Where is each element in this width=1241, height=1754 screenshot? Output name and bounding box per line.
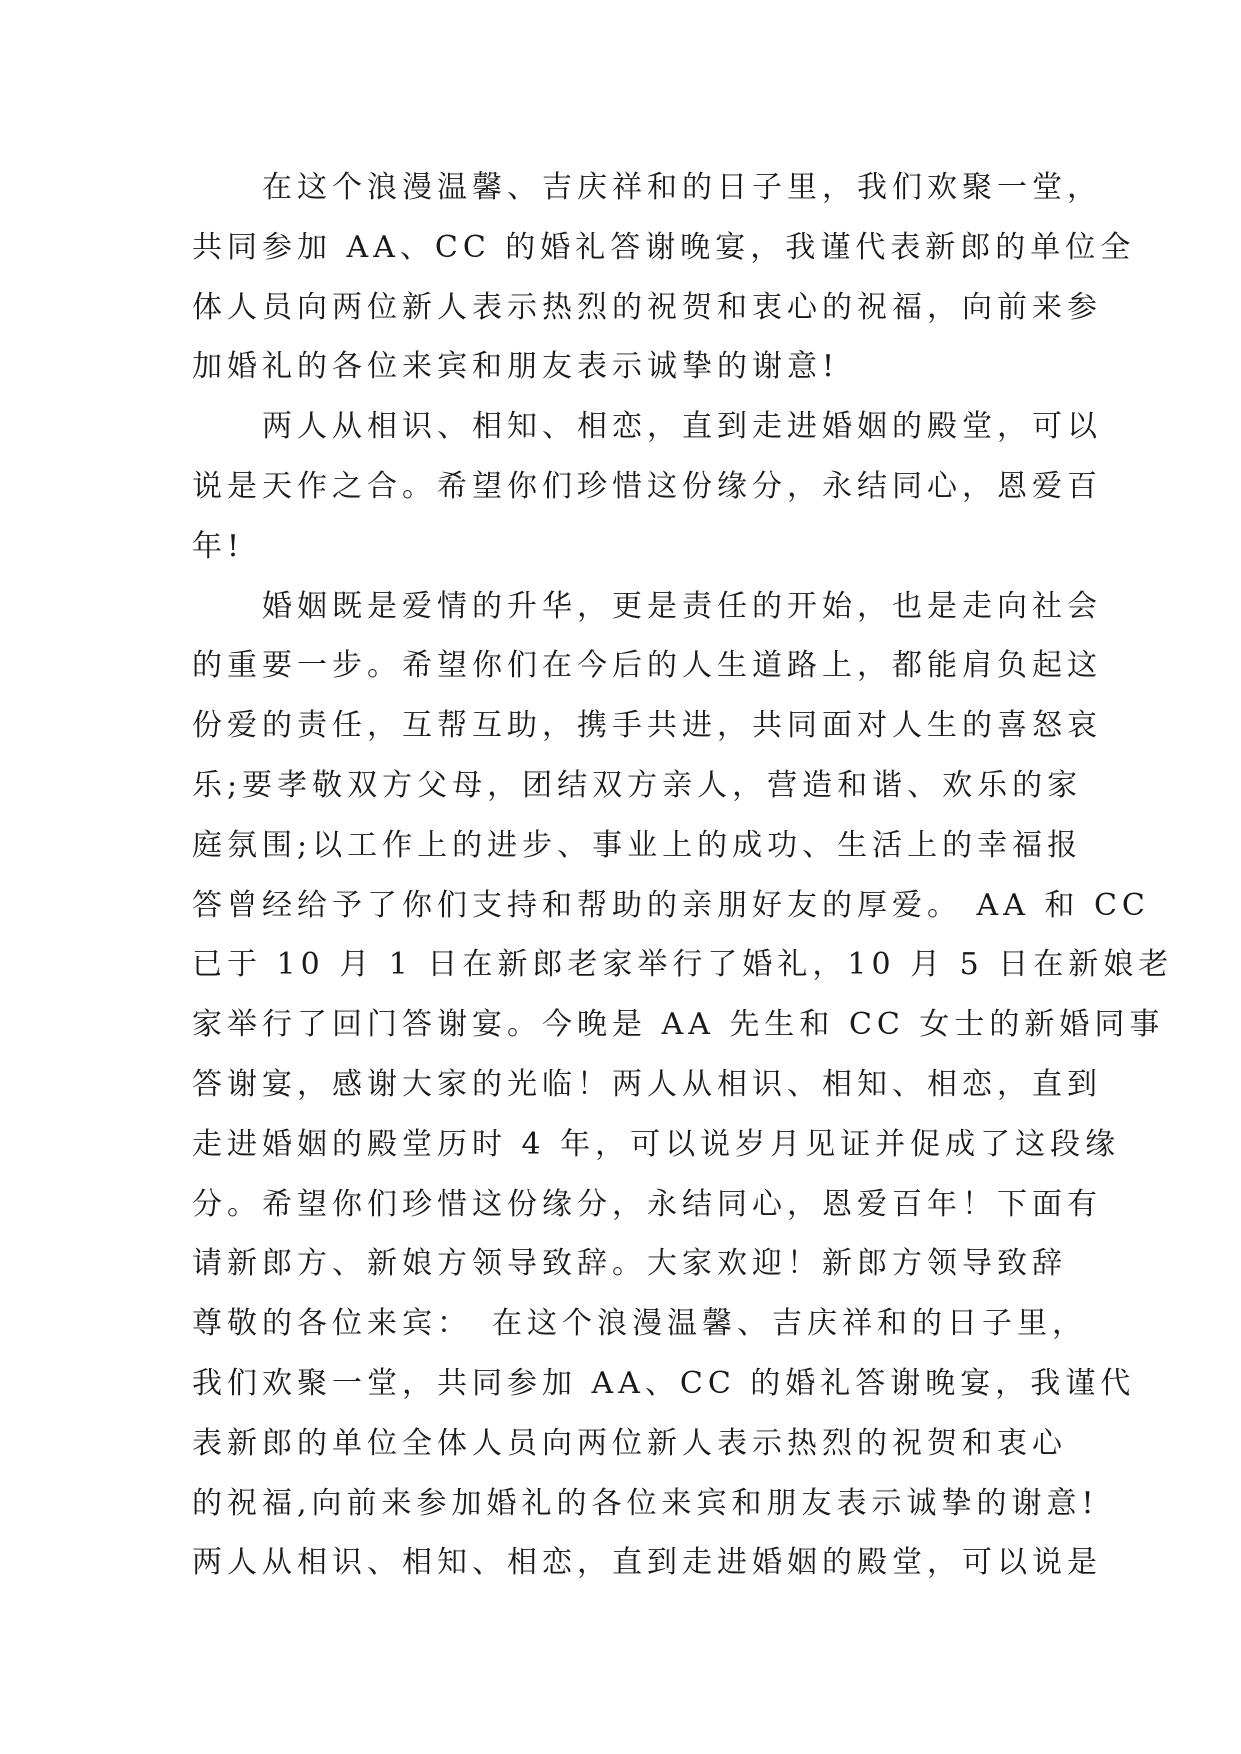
text-line: 的祝福,向前来参加婚礼的各位来宾和朋友表示诚挚的谢意! [192,1485,1099,1521]
text-line: 两人从相识、相知、相恋，直到走进婚姻的殿堂，可以说是 [192,1545,1102,1581]
text-line: 共同参加 AA、CC 的婚礼答谢晚宴，我谨代表新郎的单位全 [192,229,1136,265]
text-line: 两人从相识、相知、相恋，直到走进婚姻的殿堂，可以 [192,409,1102,445]
text-line: 在这个浪漫温馨、吉庆祥和的日子里，我们欢聚一堂， [192,170,1102,205]
text-line: 庭氛围;以工作上的进步、事业上的成功、生活上的幸福报 [192,827,1083,863]
text-line: 答曾经给予了你们支持和帮助的亲朋好友的厚爱。 AA 和 CC [192,887,1150,923]
text-line: 体人员向两位新人表示热烈的祝贺和衷心的祝福，向前来参 [192,289,1102,325]
text-line: 份爱的责任，互帮互助，携手共进，共同面对人生的喜怒哀 [192,708,1102,744]
text-line: 说是天作之合。希望你们珍惜这份缘分，永结同心，恩爱百 [192,468,1102,504]
body-text [192,158,1174,1593]
text-line: 的重要一步。希望你们在今后的人生道路上，都能肩负起这 [192,648,1102,684]
text-line: 分。希望你们珍惜这份缘分，永结同心，恩爱百年！下面有 [192,1186,1102,1222]
text-line: 请新郎方、新娘方领导致辞。大家欢迎！新郎方领导致辞 [192,1246,1067,1282]
text-line: 加婚礼的各位来宾和朋友表示诚挚的谢意! [192,349,840,385]
text-line: 表新郎的单位全体人员向两位新人表示热烈的祝贺和衷心 [192,1425,1067,1461]
text-line: 尊敬的各位来宾： 在这个浪漫温馨、吉庆祥和的日子里， [192,1306,1087,1342]
text-line: 乐;要孝敬双方父母，团结双方亲人，营造和谐、欢乐的家 [192,767,1083,803]
text-line: 走进婚姻的殿堂历时 4 年，可以说岁月见证并促成了这段缘 [192,1126,1121,1162]
text-line: 婚姻既是爱情的升华，更是责任的开始，也是走向社会 [192,588,1102,624]
text-line: 年! [192,528,245,564]
text-line: 我们欢聚一堂，共同参加 AA、CC 的婚礼答谢晚宴，我谨代 [192,1365,1136,1401]
text-line: 答谢宴，感谢大家的光临！两人从相识、相知、相恋，直到 [192,1066,1102,1102]
text-line: 已于 10 月 1 日在新郎老家举行了婚礼，10 月 5 日在新娘老 [192,947,1174,983]
text-line: 家举行了回门答谢宴。今晚是 AA 先生和 CC 女士的新婚同事 [192,1007,1165,1043]
